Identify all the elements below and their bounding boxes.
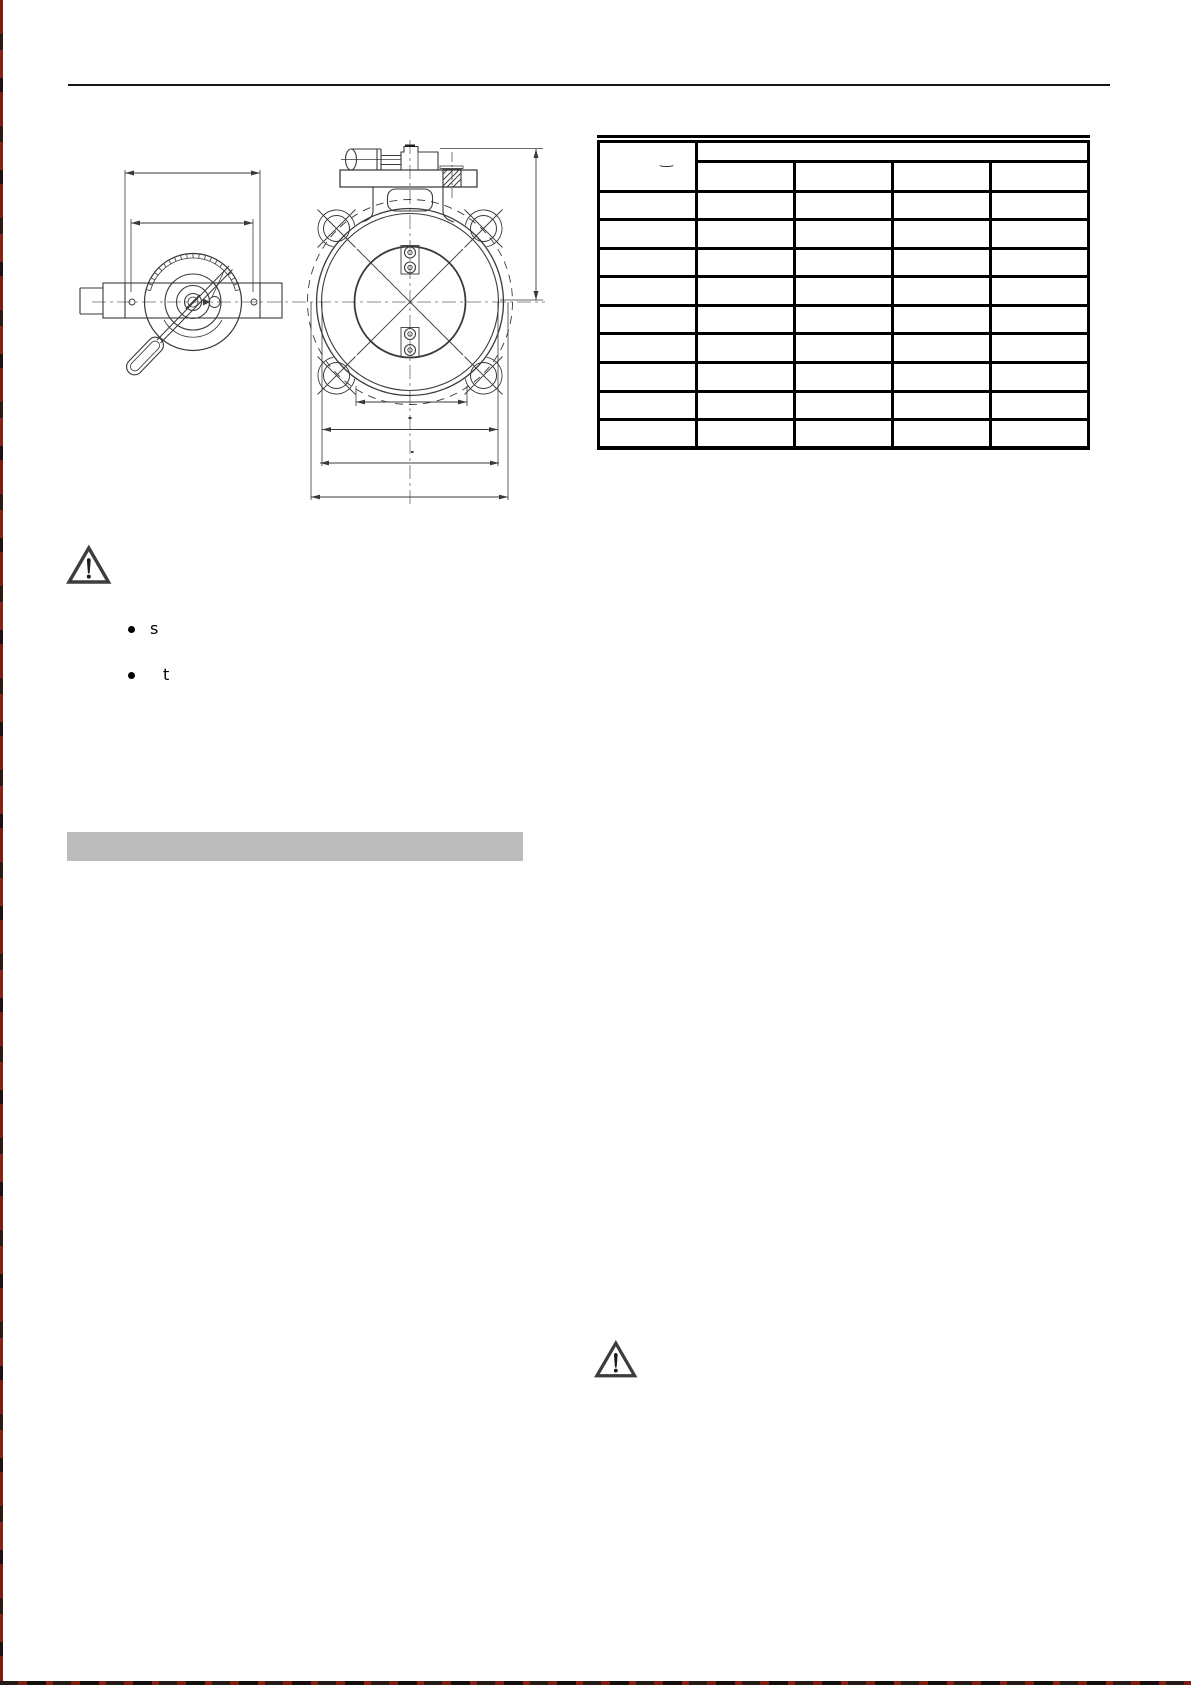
table-cell — [795, 220, 893, 249]
table-header-merged — [697, 141, 1089, 161]
table-subheader-cell — [795, 161, 893, 191]
table-cell — [795, 248, 893, 277]
table-cell — [991, 334, 1089, 363]
table-row — [599, 334, 1089, 363]
table-header-col1 — [599, 141, 697, 191]
table-cell — [697, 191, 795, 220]
front-view — [308, 140, 544, 505]
table-cell — [795, 391, 893, 420]
table-cell — [795, 420, 893, 449]
table-cell — [893, 220, 991, 249]
left-edge-accent — [0, 0, 3, 1685]
bullet-dot — [128, 626, 135, 633]
table-cell — [991, 305, 1089, 334]
warning-icon — [66, 545, 112, 585]
table-subheader-cell — [991, 161, 1089, 191]
table-cell — [795, 363, 893, 392]
table-cell — [599, 248, 697, 277]
dim-text-dot — [411, 451, 414, 453]
table-cell — [893, 363, 991, 392]
dimensions-table — [597, 135, 1090, 450]
table-row — [599, 391, 1089, 420]
table-cell — [893, 420, 991, 449]
table-cell — [697, 220, 795, 249]
table-row — [599, 248, 1089, 277]
table-cell — [599, 220, 697, 249]
table-cell — [893, 305, 991, 334]
table-cell — [599, 391, 697, 420]
front-view-dimensions — [311, 149, 543, 501]
exclamation-mark — [87, 558, 91, 573]
table-row — [599, 277, 1089, 306]
table-cell — [697, 391, 795, 420]
table-cell — [795, 334, 893, 363]
bullet-dot — [128, 672, 135, 679]
table-header-mark: ‿ — [660, 154, 673, 168]
table-cell — [795, 191, 893, 220]
table-cell — [599, 305, 697, 334]
table-row — [599, 305, 1089, 334]
table-cell — [697, 277, 795, 306]
table-row — [599, 220, 1089, 249]
exclamation-mark — [614, 1353, 618, 1368]
section-heading-bar — [67, 832, 523, 861]
header-rule — [68, 84, 1110, 86]
table-cell — [599, 420, 697, 449]
table-cell — [991, 363, 1089, 392]
table-subheader-cell — [893, 161, 991, 191]
table-cell — [697, 305, 795, 334]
bullet-item-text: t — [163, 665, 170, 684]
table-cell — [893, 391, 991, 420]
table-cell — [599, 277, 697, 306]
side-view — [80, 170, 545, 378]
table-cell — [795, 305, 893, 334]
table-cell — [893, 248, 991, 277]
table-cell — [991, 391, 1089, 420]
table-cell — [697, 248, 795, 277]
table-cell — [991, 191, 1089, 220]
table-cell — [991, 277, 1089, 306]
table-cell — [893, 191, 991, 220]
table-cell — [599, 363, 697, 392]
table-row — [599, 420, 1089, 449]
table-top-double-rule — [597, 135, 1090, 138]
table-cell — [991, 420, 1089, 449]
table-cell — [697, 363, 795, 392]
bullet-item-text: s — [150, 619, 159, 638]
table-cell — [991, 220, 1089, 249]
table-cell — [991, 248, 1089, 277]
table-cell — [893, 334, 991, 363]
technical-drawing — [60, 130, 560, 520]
table-subheader-cell — [697, 161, 795, 191]
table-cell — [697, 334, 795, 363]
table-row — [599, 191, 1089, 220]
table-cell — [697, 420, 795, 449]
table-cell — [795, 277, 893, 306]
table-cell — [893, 277, 991, 306]
warning-icon — [594, 1340, 638, 1379]
table-cell — [599, 334, 697, 363]
table-row — [599, 363, 1089, 392]
bottom-edge-accent — [0, 1681, 1191, 1685]
table-cell — [599, 191, 697, 220]
dim-text-dot — [409, 417, 412, 419]
